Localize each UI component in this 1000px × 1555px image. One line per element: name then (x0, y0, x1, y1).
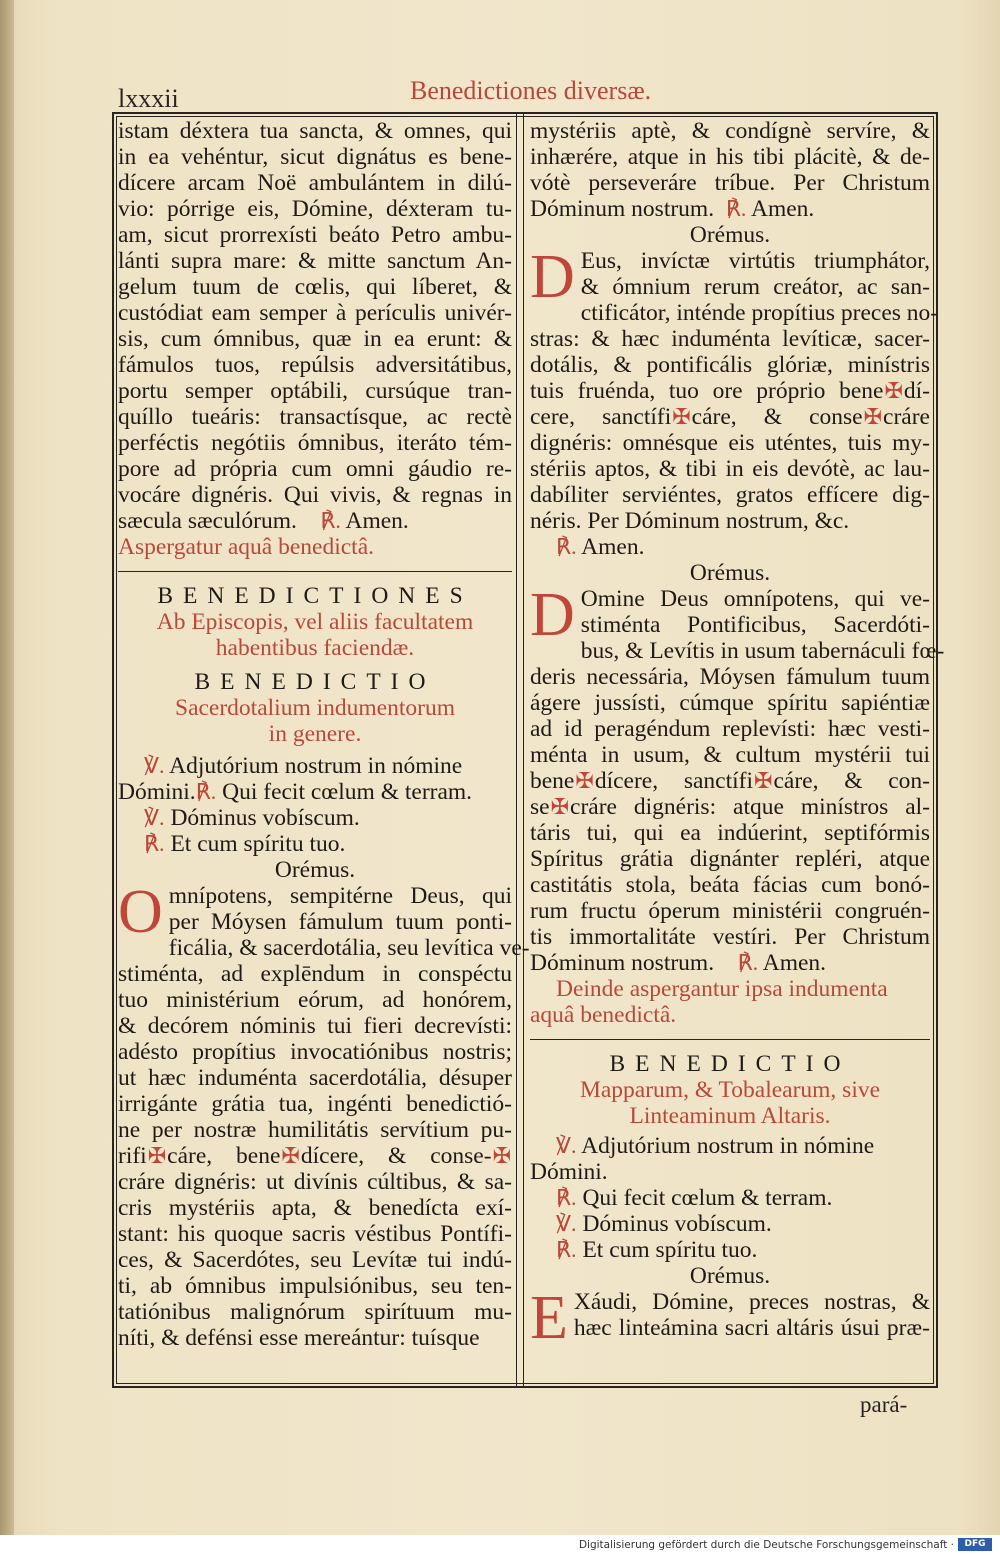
text-line: ménta in usum, & cultum mystérii tui (530, 742, 930, 768)
cross-icon: ✠ (492, 1143, 511, 1168)
text-line: rum fructu óperum ministérii congruén- (530, 898, 930, 924)
heading-benedictio: BENEDICTIO (194, 669, 436, 695)
text-line: tatiónibus malignórum spirítuum mu- (118, 1299, 512, 1325)
versicle-line (118, 779, 512, 805)
versicle-text: Adjutórium nostrum in nómine (169, 753, 463, 779)
oremus-text: Orémus. (689, 560, 771, 586)
cross-icon: ✠ (575, 768, 594, 793)
versicle-text: Dómini. (118, 779, 196, 805)
versicle-symbol: ℣. (144, 753, 165, 778)
text-line: deris necessária, Móysen fámulum tuum (530, 664, 930, 690)
amen-text: Amen. (345, 508, 409, 534)
response-text: Et cum spíritu tuo. (582, 1237, 758, 1263)
amen-text: Amen. (751, 196, 815, 222)
text-line: Xáudi, Dómine, preces nostras, & (573, 1289, 930, 1315)
text-line: dabíliter serviéntes, gratos effícere dig- (530, 482, 930, 508)
dfg-logo: DFG (958, 1538, 992, 1551)
text-line: bus, & Levítis in usum tabernáculi fœ- (580, 638, 945, 664)
versicle-line (530, 1133, 930, 1159)
text-line: cris mystériis apta, & benedícta exí- (118, 1195, 512, 1221)
response-symbol: ℟. (737, 950, 759, 975)
drop-cap: D (530, 581, 575, 649)
oremus-heading (530, 1263, 930, 1289)
prayer-lines-continued (530, 430, 930, 534)
versicle-line (530, 1159, 930, 1185)
text-line: lánti supra mare: & mitte sanctum An- (118, 248, 512, 274)
text-fragment: dícere, & conse- (300, 1143, 492, 1169)
text-line: ces, & Sacerdótes, seu Levítæ tui indú- (118, 1247, 512, 1273)
prayer-lines (118, 878, 530, 1143)
rubric-aspergatur: Aspergatur aquâ benedictâ. (118, 534, 374, 560)
versicle-text: Dómini. (530, 1159, 608, 1185)
response-line (530, 1185, 930, 1211)
versicle-line (118, 753, 512, 779)
versicle-text: Adjutórium nostrum in nómine (581, 1133, 875, 1159)
response-text: Qui fecit cœlum & terram. (222, 779, 473, 805)
text-line: mystériis aptè, & condígnè servíre, & (530, 118, 930, 144)
text-line: & ómnium rerum creátor, ac san- (580, 274, 930, 300)
text-line: stant: his quoque sacris véstibus Pontífi- (118, 1221, 512, 1247)
cross-icon: ✠ (281, 1143, 300, 1168)
text-line: hæc linteámina sacri altáris úsui præ- (573, 1315, 930, 1341)
cross-icon: ✠ (147, 1143, 167, 1168)
text-line: ti, ab ómnibus impulsiónibus, seu ten- (118, 1273, 512, 1299)
text-line: inhærére, atque in his tibi plácitè, & de- (530, 144, 930, 170)
drop-cap: E (530, 1284, 568, 1352)
response-line (530, 1237, 930, 1263)
right-closing-line-2 (530, 950, 930, 976)
response-line (118, 831, 512, 857)
text-fragment: cáre, & conse (691, 404, 863, 430)
text-line: gelum tuum de cœlis, qui líberet, & (118, 274, 512, 300)
text-line: vocáre dignéris. Qui vivis, & regnas in (118, 482, 512, 508)
oremus-heading (530, 222, 930, 248)
text-line: ut hæc induménta sacerdotália, désuper (118, 1065, 512, 1091)
text-line: vótè perseveráre tríbue. Per Christum (530, 170, 930, 196)
text-fragment: tuis fruénda, tuo ore próprio bene (530, 378, 884, 404)
text-line: & decórem nóminis tui fieri decrevísti: (118, 1013, 512, 1039)
response-symbol: ℟. (556, 1237, 577, 1262)
oremus-text: Orémus. (689, 1263, 771, 1289)
text-line: dotális, & pontificális glóriæ, minístris (530, 352, 930, 378)
drop-cap: D (530, 243, 575, 311)
response-symbol: ℟. (725, 196, 747, 221)
benedictio-sub-2: Linteaminum Altaris. (629, 1103, 831, 1129)
text-line: vio: pórrige eis, Dómine, déxteram tu- (118, 196, 512, 222)
text-line: am, sicut prorrexísti beáto Petro ambu- (118, 222, 512, 248)
section-rule (530, 1039, 930, 1040)
text-line: tuo ministérium eórum, ad honórem, (118, 987, 512, 1013)
versicle-symbol: ℣. (556, 1133, 577, 1158)
text-line: pore ad própria cum omni gáudio re- (118, 456, 512, 482)
text-line: istam déxtera tua sancta, & omnes, qui (118, 118, 512, 144)
left-closing-line (118, 508, 512, 534)
text-line: per Móysen fámulum tuum ponti- (168, 909, 512, 935)
text-line: quíllo tueáris: transactísque, ac rectè (118, 404, 512, 430)
running-title: Benedictiones diversæ. (410, 76, 652, 105)
text-line: táris tui, qui ea indúerint, septifórmis (530, 820, 930, 846)
text-line: stériis aptos, & tibi in eis devótè, ac lau- (530, 456, 930, 482)
drop-cap: O (118, 878, 163, 946)
text-fragment: cáre, bene (167, 1143, 281, 1169)
left-prayer (118, 878, 530, 1143)
heading-sub-1: Ab Episcopis, vel aliis facultatem (156, 609, 474, 635)
text-line: stiménta, ad explēndum in conspéctu (118, 961, 512, 987)
text-fragment: cráre dignéris: atque minístros al- (570, 794, 930, 820)
versicle-text: Dóminus vobíscum. (170, 805, 360, 831)
page-gutter (0, 0, 14, 1535)
amen-text: Amen. (581, 534, 645, 560)
right-prayer-2 (530, 581, 945, 768)
cross-icon: ✠ (754, 768, 773, 793)
right-column (530, 118, 945, 1352)
text-line: stras: & hæc induménta levíticæ, sacer- (530, 326, 930, 352)
benedictio-sub-1: Sacerdotalium indumentorum (175, 695, 455, 721)
text-line: cráre dignéris: ut divínis cúltibus, & sa- (118, 1169, 512, 1195)
rubric-line: aquâ benedictâ. (530, 1002, 677, 1028)
text-line: ágere jussísti, cúmque spíritu sapiéntiæ (530, 690, 930, 716)
oremus-text: Orémus. (689, 222, 771, 248)
oremus-heading (530, 560, 930, 586)
text-line: ctificátor, inténde propítius preces no- (580, 300, 939, 326)
text-fragment: dí- (903, 378, 930, 404)
text-line: Spíritus grátia dignánter repléri, atque (530, 846, 930, 872)
prayer-lines (530, 581, 945, 768)
text-line: ne per nostræ humilitátis servítium pu- (118, 1117, 512, 1143)
response-text: Et cum spíritu tuo. (170, 831, 346, 857)
text-line: dignéris: omnésque eis uténtes, tuis my- (530, 430, 930, 456)
response-text: Qui fecit cœlum & terram. (582, 1185, 833, 1211)
text-line: Dóminum nostrum. (530, 196, 715, 222)
page-number: lxxxii (118, 84, 179, 113)
versicle-symbol: ℣. (144, 805, 165, 830)
text-line: sæcula sæculórum. (118, 508, 297, 534)
left-column (118, 118, 530, 1351)
response-symbol: ℟. (556, 1185, 577, 1210)
cross-line (530, 378, 930, 404)
prayer-lines-continued (530, 820, 930, 950)
text-line: custódiat eam semper à perículis univér- (118, 300, 512, 326)
response-symbol: ℟. (320, 508, 341, 533)
text-fragment: cere, sanctífi (530, 404, 672, 430)
cross-line (530, 794, 930, 820)
response-symbol: ℟. (556, 534, 577, 559)
text-line: dícere arcam Noë ambulántem in dilú- (118, 170, 512, 196)
prayer-lines (530, 243, 939, 378)
amen-text: Amen. (762, 950, 827, 976)
text-fragment: cáre, & con- (773, 768, 930, 794)
cross-icon: ✠ (672, 404, 691, 429)
text-line: sis, cum ómnibus, quæ in ea erunt: & (118, 326, 512, 352)
digitization-footer (0, 1535, 1000, 1555)
footer-text: Digitalisierung gefördert durch die Deutsche Forschungsgemeinschaft · (578, 1539, 954, 1551)
right-prayer-1 (530, 243, 939, 378)
text-line: néris. Per Dóminum nostrum, &c. (530, 508, 850, 534)
text-line: irrigánte grátia tua, ingénti benedictió- (118, 1091, 512, 1117)
text-line: stiménta Pontificibus, Sacerdóti- (580, 612, 930, 638)
versicle-symbol: ℣. (556, 1211, 577, 1236)
oremus-text: Orémus. (274, 857, 356, 883)
cross-line (118, 1143, 512, 1169)
cross-icon: ✠ (863, 404, 883, 429)
catchword: pará- (860, 1392, 908, 1417)
section-rule (118, 571, 512, 572)
text-line: in ea vehéntur, sicut dignátus es bene- (118, 144, 512, 170)
heading-benedictiones: BENEDICTIONES (157, 583, 473, 609)
text-line: níti, & defénsi esse mereántur: tuísque (118, 1325, 480, 1351)
left-top-text (118, 118, 512, 508)
text-fragment: cráre (883, 404, 930, 430)
cross-icon: ✠ (550, 794, 570, 819)
text-line: tis immortalitáte vestíri. Per Christum (530, 924, 930, 950)
text-line: adésto propítius invocatiónibus nostris; (118, 1039, 512, 1065)
oremus-heading (118, 857, 512, 883)
cross-icon: ✠ (884, 378, 903, 403)
text-fragment: rifi (118, 1143, 147, 1169)
rubric-line: Deinde aspergantur ipsa indumenta (556, 976, 888, 1002)
right-prayer-3 (530, 1284, 930, 1352)
text-line: Eus, invíctæ virtútis triumphátor, (580, 248, 930, 274)
text-fragment: dícere, sanctífi (594, 768, 754, 794)
response-symbol: ℟. (195, 779, 217, 804)
text-line: mnípotens, sempitérne Deus, qui (168, 883, 512, 909)
response-symbol: ℟. (144, 831, 165, 856)
versicle-line (530, 1211, 930, 1237)
text-line: ad id peragéndum replevísti: hæc vesti- (530, 716, 930, 742)
text-fragment: se (530, 794, 550, 820)
cross-line (530, 768, 930, 794)
benedictio-sub-1: Mapparum, & Tobalearum, sive (579, 1077, 881, 1103)
heading-benedictio: BENEDICTIO (609, 1051, 851, 1077)
right-top-text (530, 118, 930, 196)
text-line: fámulos tuos, repúlsis adversitátibus, (118, 352, 512, 378)
text-fragment: bene (530, 768, 575, 794)
cross-line (530, 404, 930, 430)
prayer-lines (530, 1289, 930, 1341)
text-line: ficália, & sacerdotália, seu levítica ve- (168, 935, 530, 961)
text-line: castitátis stola, beáta fácias cum bonó- (530, 872, 930, 898)
text-line: Dóminum nostrum. (530, 950, 715, 976)
text-line: perféctis negótiis ómnibus, iteráto tém- (118, 430, 512, 456)
text-line: Omine Deus omnípotens, qui ve- (580, 586, 930, 612)
column-divider (516, 114, 524, 1386)
text-line: portu semper optábili, cursúque tran- (118, 378, 512, 404)
heading-sub-2: habentibus faciendæ. (215, 635, 415, 661)
prayer-lines-continued (118, 1169, 512, 1351)
versicle-text: Dóminus vobíscum. (582, 1211, 772, 1237)
response-line (530, 534, 930, 560)
benedictio-sub-2: in genere. (268, 721, 362, 747)
right-closing-line (530, 196, 930, 222)
versicle-line (118, 805, 512, 831)
